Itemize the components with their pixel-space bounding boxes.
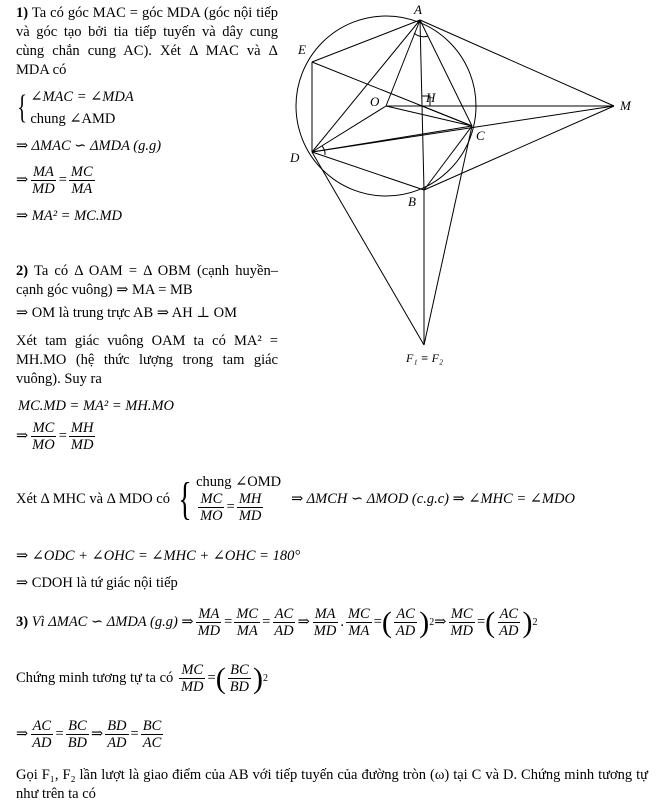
segment-DB xyxy=(312,152,424,190)
part2-line1 xyxy=(16,262,278,300)
part1-system xyxy=(14,86,134,130)
left-brace: { xyxy=(178,473,192,524)
label-C: C xyxy=(476,128,485,143)
part1-square: ⇒ MA² = MC.MD xyxy=(16,208,123,224)
part1-intro xyxy=(16,4,278,80)
geometry-figure xyxy=(288,0,648,380)
fraction: $\frac{MC}{MO}$ xyxy=(32,420,55,453)
part1-sys-line2: chung ∠AMD xyxy=(30,111,116,127)
label-F: F₁ ≡ F₂ xyxy=(406,351,444,365)
part1-similar: ⇒ ΔMAC ∽ ΔMDA (g.g) xyxy=(16,138,162,154)
part3-last: Gọi F₁, F₂ lần lượt là giao điểm của AB với tiếp tuyến của đường tròn (ω) tại C và D. Chứng minh tương tự như trên ta có xyxy=(16,767,648,802)
part2-conclusion: ⇒ ΔMCH ∽ ΔMOD (c.g.c) ⇒ ∠MHC = ∠MDO xyxy=(291,490,575,507)
tangent-C xyxy=(424,126,472,345)
part1-heading: 1) xyxy=(16,5,29,21)
label-E: E xyxy=(298,42,306,57)
part1-ratio: ⇒ $\frac{MA}{MD}$ = $\frac{MC}{MA}$ xyxy=(16,164,93,197)
fraction: $\frac{MC}{MA}$ xyxy=(70,164,93,197)
part3-result: ⇒ $\frac{AC}{AD}$ = $\frac{BC}{BD}$ ⇒ $\frac{BD}{AD}$ = $\frac{BC}{AC}$ xyxy=(16,718,162,751)
part2-mhc-mdo xyxy=(16,474,575,524)
part2-line3: Xét tam giác vuông OAM ta có MA² = MH.MO (hệ thức lượng trong tam giác vuông). Suy ra xyxy=(16,333,278,387)
part2-cyclic: ⇒ CDOH là tứ giác nội tiếp xyxy=(16,575,178,591)
part2-sum: ⇒ ∠ODC + ∠OHC = ∠MHC + ∠OHC = 180° xyxy=(16,548,301,564)
label-B: B xyxy=(408,194,416,209)
tangent-D xyxy=(312,152,424,345)
fraction: $\frac{MA}{MD}$ xyxy=(32,164,55,197)
part2-equation: MC.MD = MA² = MH.MO xyxy=(18,398,175,414)
part2-xet-text: Xét Δ MHC và Δ MDO có xyxy=(16,490,170,507)
part2-line2: ⇒ OM là trung trực AB ⇒ AH ⊥ OM xyxy=(16,305,237,321)
segment-DO xyxy=(312,106,386,152)
part3-chain: 3) Vì ΔMAC ∽ ΔMDA (g.g) ⇒ $\frac{MA}{MD}$ = $\frac{MC}{MA}$ = $\frac{AC}{AD}$ ⇒ $\frac{MA}{MD}$ . $\frac{MC}{MA}$ = ( $\frac{AC}{AD}$ ) 2 ⇒ $\frac{MC}{MD}$ = ( $\frac{AC}{AD}$ ) 2 xyxy=(16,605,538,639)
segment-AM xyxy=(420,20,614,106)
part1-sys-line1: ∠MAC = ∠MDA xyxy=(30,89,134,105)
part1-intro-text: Ta có góc MAC = góc MDA (góc nội tiếp và góc tạo bởi tia tiếp tuyến và dây cung cùng chắn cung AC). Xét Δ MAC và Δ MDA có xyxy=(16,5,278,78)
segment-AO xyxy=(386,20,420,106)
part3-cm-text: Chứng minh tương tự ta có xyxy=(16,670,174,686)
implies-symbol: ⇒ xyxy=(16,172,29,188)
label-D: D xyxy=(290,150,300,165)
segment-AD xyxy=(312,20,420,152)
part2-cond2: $\frac{MC}{MO}$ = $\frac{MH}{MD}$ xyxy=(200,491,262,524)
part3-similar: Chứng minh tương tự ta có $\frac{MC}{MD}$ = ( $\frac{BC}{BD}$ ) 2 xyxy=(16,661,269,695)
part2-line1-text: Ta có Δ OAM = Δ OBM (cạnh huyền–cạnh góc vuông) ⇒ MA = MB xyxy=(16,263,278,298)
label-O: O xyxy=(370,94,380,109)
part3-heading: 3) xyxy=(16,614,29,630)
segment-EA xyxy=(312,20,420,62)
label-H: H xyxy=(426,90,436,105)
angle-mark-A xyxy=(414,33,428,37)
part2-cond1: chung ∠OMD xyxy=(196,474,282,490)
part2-ratio: ⇒ $\frac{MC}{MO}$ = $\frac{MH}{MD}$ xyxy=(16,420,94,453)
label-M: M xyxy=(620,98,631,113)
part2-heading: 2) xyxy=(16,263,29,279)
fraction: $\frac{MH}{MD}$ xyxy=(70,420,94,453)
part3-vi: Vì ΔMAC ∽ ΔMDA (g.g) ⇒ xyxy=(31,614,194,630)
left-brace: { xyxy=(17,89,28,126)
label-A: A xyxy=(414,2,422,17)
segment-DC xyxy=(312,126,472,152)
